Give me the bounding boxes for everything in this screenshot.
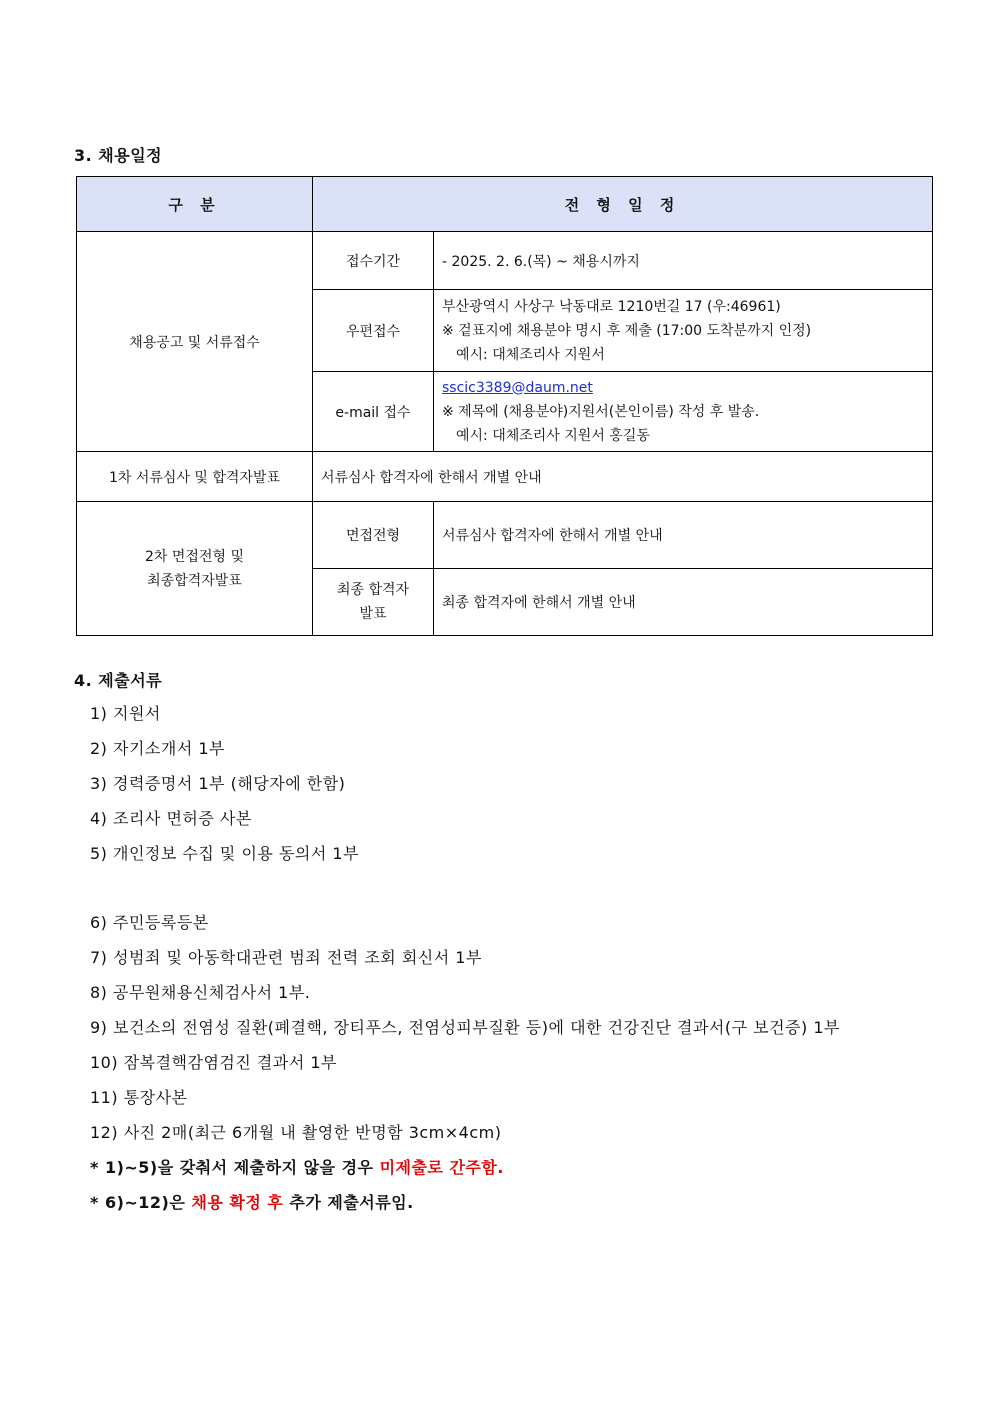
section-3-title: 3. 채용일정 [74,146,163,165]
list-item: 7) 성범죄 및 아동학대관련 범죄 전력 조회 회신서 1부 [90,948,482,967]
list-item: 4) 조리사 면허증 사본 [90,809,252,828]
list-item: 5) 개인정보 수집 및 이용 동의서 1부 [90,844,360,863]
list-gap [90,875,840,909]
note-additional-docs [90,1189,840,1224]
list-item: 1) 지원서 [90,704,161,723]
list-item: 10) 잠복결핵감염검진 결과서 1부 [90,1053,338,1072]
row-label-first-screening: 1차 서류심사 및 합격자발표 [77,452,313,502]
table-row [77,232,933,290]
email-example: 예시: 대체조리사 지원서 홍길동 [456,427,650,444]
row-label-interview: 면접전형 [313,502,434,569]
list-item: 9) 보건소의 전염성 질환(폐결핵, 장티푸스, 전염성피부질환 등)에 대한 건강진단 결과서(구 보건증) 1부 [90,1018,840,1037]
row-value-final: 최종 합격자에 한해서 개별 안내 [434,569,933,636]
header-category: 구 분 [77,177,313,232]
row-value-interview: 서류심사 합격자에 한해서 개별 안내 [434,502,933,569]
email-note: ※ 제목에 (채용분야)지원서(본인이름) 작성 후 발송. [442,403,760,420]
note2-suffix: 추가 제출서류임. [283,1193,414,1212]
row-value-mail [434,290,933,372]
list-item: 12) 사진 2매(최근 6개월 내 촬영한 반명함 3cm×4cm) [90,1123,502,1142]
note2-highlight: 채용 확정 후 [191,1193,284,1212]
list-item: 6) 주민등록등본 [90,913,209,932]
note1-text: * 1)~5)을 갖춰서 제출하지 않을 경우 [90,1158,380,1177]
list-item: 2) 자기소개서 1부 [90,739,226,758]
note1-highlight: 미제출로 간주함. [379,1158,504,1177]
row-value-email [434,372,933,452]
row-value-reception: - 2025. 2. 6.(목) ~ 채용시까지 [434,232,933,290]
note2-text: * 6)~12)은 [90,1193,192,1212]
note-required-docs [90,1154,840,1189]
table-row [77,452,933,502]
mail-note: ※ 겉표지에 채용분야 명시 후 제출 (17:00 도착분까지 인정) [442,322,812,339]
group-label-interview [77,502,313,636]
row-value-first-screening: 서류심사 합격자에 한해서 개별 안내 [313,452,933,502]
schedule-table [76,176,933,636]
group-label-recruitment: 채용공고 및 서류접수 [77,232,313,452]
list-item: 3) 경력증명서 1부 (해당자에 한함) [90,774,346,793]
row-label-email: e-mail 접수 [313,372,434,452]
mail-example: 예시: 대체조리사 지원서 [456,346,605,363]
table-row [77,502,933,569]
row-label-reception: 접수기간 [313,232,434,290]
table-header-row [77,177,933,232]
mail-address: 부산광역시 사상구 낙동대로 1210번길 17 (우:46961) [442,298,781,315]
final-label-line2: 발표 [359,606,387,622]
row-label-final [313,569,434,636]
list-item: 8) 공무원채용신체검사서 1부. [90,983,311,1002]
group2-line2: 최종합격자발표 [147,572,242,589]
group2-line1: 2차 면접전형 및 [145,548,244,565]
final-label-line1: 최종 합격자 [336,582,410,598]
list-item: 11) 통장사본 [90,1088,188,1107]
header-schedule: 전 형 일 정 [313,177,933,232]
documents-list [90,700,840,1224]
row-label-mail: 우편접수 [313,290,434,372]
email-link[interactable]: sscic3389@daum.net [442,379,593,396]
section-4-title: 4. 제출서류 [74,671,163,690]
